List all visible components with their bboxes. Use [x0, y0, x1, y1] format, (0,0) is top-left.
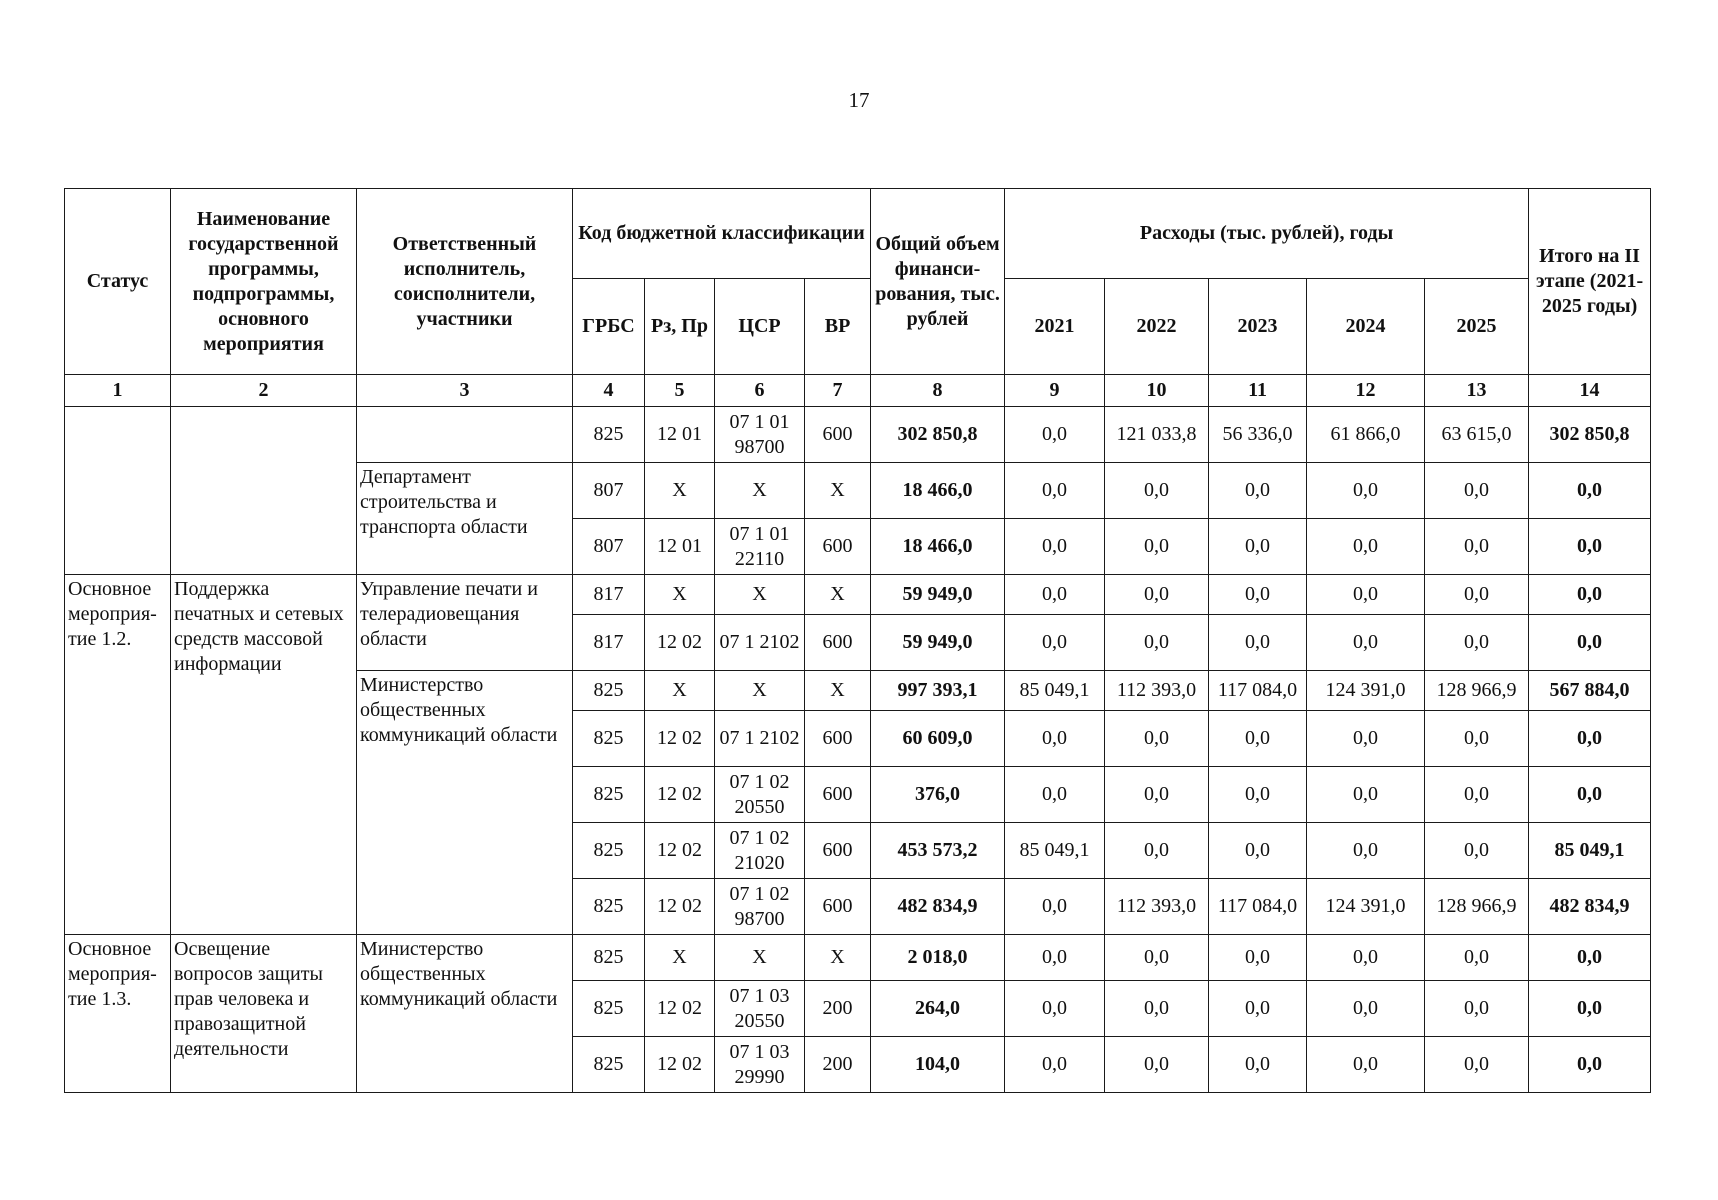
year-2023-cell: 56 336,0 [1209, 407, 1307, 463]
year-2021-cell: 0,0 [1005, 575, 1105, 615]
year-2021-cell: 0,0 [1005, 767, 1105, 823]
stage-total-cell: 0,0 [1529, 615, 1651, 671]
year-2021-cell: 0,0 [1005, 407, 1105, 463]
year-2022-cell: 121 033,8 [1105, 407, 1209, 463]
year-2024-cell: 124 391,0 [1307, 879, 1425, 935]
name-cell: Поддержка печатных и сетевых средств массовой информации [171, 575, 357, 935]
year-2022-cell: 0,0 [1105, 823, 1209, 879]
grbs-cell: 825 [573, 407, 645, 463]
rzpr-cell: X [645, 935, 715, 981]
stage-total-cell: 482 834,9 [1529, 879, 1651, 935]
vr-cell: X [805, 575, 871, 615]
year-2024-cell: 0,0 [1307, 981, 1425, 1037]
csr-cell: 07 1 2102 [715, 615, 805, 671]
status-cell: Основное мероприя-тие 1.2. [65, 575, 171, 935]
year-2021-cell: 0,0 [1005, 1037, 1105, 1093]
csr-cell: 07 1 02 98700 [715, 879, 805, 935]
csr-cell: X [715, 575, 805, 615]
year-2024-cell: 0,0 [1307, 823, 1425, 879]
header-year-2024: 2024 [1307, 279, 1425, 375]
vr-cell: 600 [805, 767, 871, 823]
total-cell: 376,0 [871, 767, 1005, 823]
header-grbs: ГРБС [573, 279, 645, 375]
year-2023-cell: 0,0 [1209, 463, 1307, 519]
csr-cell: 07 1 01 98700 [715, 407, 805, 463]
col-number: 13 [1425, 375, 1529, 407]
vr-cell: X [805, 935, 871, 981]
vr-cell: X [805, 671, 871, 711]
header-year-2023: 2023 [1209, 279, 1307, 375]
responsible-cell: Департамент строительства и транспорта области [357, 463, 573, 575]
year-2025-cell: 0,0 [1425, 711, 1529, 767]
col-number: 9 [1005, 375, 1105, 407]
header-budget-code: Код бюджетной классификации [573, 189, 871, 279]
grbs-cell: 817 [573, 575, 645, 615]
vr-cell: 600 [805, 879, 871, 935]
table-row [65, 575, 1651, 615]
header-responsible: Ответственный исполнитель, соисполнители, участники [357, 189, 573, 375]
grbs-cell: 807 [573, 463, 645, 519]
name-cell [171, 407, 357, 575]
stage-total-cell: 302 850,8 [1529, 407, 1651, 463]
total-cell: 104,0 [871, 1037, 1005, 1093]
stage-total-cell: 0,0 [1529, 711, 1651, 767]
csr-cell: 07 1 01 22110 [715, 519, 805, 575]
year-2025-cell: 0,0 [1425, 519, 1529, 575]
vr-cell: X [805, 463, 871, 519]
total-cell: 59 949,0 [871, 615, 1005, 671]
total-cell: 60 609,0 [871, 711, 1005, 767]
csr-cell: 07 1 02 20550 [715, 767, 805, 823]
year-2025-cell: 0,0 [1425, 463, 1529, 519]
year-2022-cell: 112 393,0 [1105, 879, 1209, 935]
year-2025-cell: 128 966,9 [1425, 671, 1529, 711]
year-2021-cell: 85 049,1 [1005, 671, 1105, 711]
year-2025-cell: 0,0 [1425, 615, 1529, 671]
rzpr-cell: 12 02 [645, 879, 715, 935]
year-2023-cell: 0,0 [1209, 711, 1307, 767]
responsible-cell: Министерство общественных коммуникаций области [357, 671, 573, 935]
grbs-cell: 825 [573, 981, 645, 1037]
year-2021-cell: 0,0 [1005, 615, 1105, 671]
year-2025-cell: 0,0 [1425, 981, 1529, 1037]
year-2024-cell: 0,0 [1307, 1037, 1425, 1093]
total-cell: 453 573,2 [871, 823, 1005, 879]
year-2021-cell: 0,0 [1005, 935, 1105, 981]
year-2023-cell: 0,0 [1209, 767, 1307, 823]
rzpr-cell: 12 02 [645, 981, 715, 1037]
year-2022-cell: 0,0 [1105, 615, 1209, 671]
col-number: 12 [1307, 375, 1425, 407]
status-cell: Основное мероприя-тие 1.3. [65, 935, 171, 1093]
col-number: 3 [357, 375, 573, 407]
year-2025-cell: 0,0 [1425, 575, 1529, 615]
stage-total-cell: 567 884,0 [1529, 671, 1651, 711]
year-2025-cell: 0,0 [1425, 767, 1529, 823]
budget-table [64, 188, 1651, 1093]
stage-total-cell: 0,0 [1529, 463, 1651, 519]
csr-cell: 07 1 03 29990 [715, 1037, 805, 1093]
header-stage-total: Итого на II этапе (2021-2025 годы) [1529, 189, 1651, 375]
total-cell: 18 466,0 [871, 463, 1005, 519]
year-2023-cell: 0,0 [1209, 575, 1307, 615]
year-2022-cell: 0,0 [1105, 767, 1209, 823]
year-2022-cell: 0,0 [1105, 711, 1209, 767]
grbs-cell: 825 [573, 823, 645, 879]
year-2024-cell: 61 866,0 [1307, 407, 1425, 463]
vr-cell: 200 [805, 981, 871, 1037]
responsible-cell: Министерство общественных коммуникаций области [357, 935, 573, 1093]
col-number: 11 [1209, 375, 1307, 407]
year-2021-cell: 0,0 [1005, 463, 1105, 519]
csr-cell: X [715, 935, 805, 981]
year-2024-cell: 0,0 [1307, 519, 1425, 575]
rzpr-cell: X [645, 671, 715, 711]
responsible-cell: Управление печати и телерадиовещания области [357, 575, 573, 671]
csr-cell: X [715, 671, 805, 711]
total-cell: 2 018,0 [871, 935, 1005, 981]
year-2024-cell: 0,0 [1307, 767, 1425, 823]
table-row [65, 935, 1651, 981]
year-2025-cell: 63 615,0 [1425, 407, 1529, 463]
total-cell: 302 850,8 [871, 407, 1005, 463]
header-year-2022: 2022 [1105, 279, 1209, 375]
rzpr-cell: 12 02 [645, 1037, 715, 1093]
year-2025-cell: 0,0 [1425, 1037, 1529, 1093]
year-2023-cell: 0,0 [1209, 615, 1307, 671]
header-vr: ВР [805, 279, 871, 375]
stage-total-cell: 0,0 [1529, 981, 1651, 1037]
status-cell [65, 407, 171, 575]
csr-cell: 07 1 2102 [715, 711, 805, 767]
rzpr-cell: X [645, 575, 715, 615]
rzpr-cell: 12 01 [645, 407, 715, 463]
col-number: 6 [715, 375, 805, 407]
grbs-cell: 825 [573, 767, 645, 823]
header-rzpr: Рз, Пр [645, 279, 715, 375]
stage-total-cell: 0,0 [1529, 767, 1651, 823]
vr-cell: 600 [805, 519, 871, 575]
col-number: 8 [871, 375, 1005, 407]
total-cell: 482 834,9 [871, 879, 1005, 935]
csr-cell: 07 1 02 21020 [715, 823, 805, 879]
rzpr-cell: 12 02 [645, 767, 715, 823]
grbs-cell: 807 [573, 519, 645, 575]
year-2021-cell: 0,0 [1005, 711, 1105, 767]
stage-total-cell: 0,0 [1529, 935, 1651, 981]
rzpr-cell: 12 02 [645, 615, 715, 671]
year-2023-cell: 0,0 [1209, 935, 1307, 981]
stage-total-cell: 0,0 [1529, 575, 1651, 615]
name-cell: Освещение вопросов защиты прав человека и правозащитной деятельности [171, 935, 357, 1093]
header-year-2021: 2021 [1005, 279, 1105, 375]
year-2024-cell: 0,0 [1307, 575, 1425, 615]
total-cell: 264,0 [871, 981, 1005, 1037]
header-expenses: Расходы (тыс. рублей), годы [1005, 189, 1529, 279]
year-2021-cell: 0,0 [1005, 879, 1105, 935]
stage-total-cell: 85 049,1 [1529, 823, 1651, 879]
col-number: 1 [65, 375, 171, 407]
year-2022-cell: 0,0 [1105, 1037, 1209, 1093]
vr-cell: 600 [805, 823, 871, 879]
year-2024-cell: 0,0 [1307, 463, 1425, 519]
grbs-cell: 825 [573, 671, 645, 711]
csr-cell: 07 1 03 20550 [715, 981, 805, 1037]
page-number: 17 [848, 88, 870, 112]
year-2021-cell: 0,0 [1005, 519, 1105, 575]
header-status: Статус [65, 189, 171, 375]
rzpr-cell: 12 02 [645, 711, 715, 767]
stage-total-cell: 0,0 [1529, 1037, 1651, 1093]
header-name: Наименование государственной программы, подпрограммы, основного мероприятия [171, 189, 357, 375]
year-2024-cell: 0,0 [1307, 935, 1425, 981]
grbs-cell: 825 [573, 935, 645, 981]
year-2023-cell: 0,0 [1209, 1037, 1307, 1093]
header-year-2025: 2025 [1425, 279, 1529, 375]
vr-cell: 600 [805, 615, 871, 671]
vr-cell: 600 [805, 407, 871, 463]
year-2023-cell: 117 084,0 [1209, 671, 1307, 711]
total-cell: 18 466,0 [871, 519, 1005, 575]
year-2021-cell: 85 049,1 [1005, 823, 1105, 879]
col-number: 14 [1529, 375, 1651, 407]
rzpr-cell: X [645, 463, 715, 519]
grbs-cell: 825 [573, 711, 645, 767]
year-2024-cell: 0,0 [1307, 711, 1425, 767]
col-number: 4 [573, 375, 645, 407]
year-2025-cell: 0,0 [1425, 935, 1529, 981]
header-csr: ЦСР [715, 279, 805, 375]
year-2022-cell: 112 393,0 [1105, 671, 1209, 711]
grbs-cell: 817 [573, 615, 645, 671]
total-cell: 997 393,1 [871, 671, 1005, 711]
csr-cell: X [715, 463, 805, 519]
col-number: 5 [645, 375, 715, 407]
rzpr-cell: 12 01 [645, 519, 715, 575]
year-2023-cell: 0,0 [1209, 823, 1307, 879]
table-row [65, 407, 1651, 463]
year-2023-cell: 117 084,0 [1209, 879, 1307, 935]
year-2023-cell: 0,0 [1209, 981, 1307, 1037]
year-2024-cell: 0,0 [1307, 615, 1425, 671]
vr-cell: 600 [805, 711, 871, 767]
header-total-volume: Общий объем финанси-рования, тыс. рублей [871, 189, 1005, 375]
col-number: 10 [1105, 375, 1209, 407]
year-2022-cell: 0,0 [1105, 575, 1209, 615]
year-2022-cell: 0,0 [1105, 463, 1209, 519]
year-2022-cell: 0,0 [1105, 519, 1209, 575]
year-2022-cell: 0,0 [1105, 935, 1209, 981]
stage-total-cell: 0,0 [1529, 519, 1651, 575]
year-2024-cell: 124 391,0 [1307, 671, 1425, 711]
col-number: 7 [805, 375, 871, 407]
year-2022-cell: 0,0 [1105, 981, 1209, 1037]
year-2025-cell: 128 966,9 [1425, 879, 1529, 935]
rzpr-cell: 12 02 [645, 823, 715, 879]
grbs-cell: 825 [573, 879, 645, 935]
responsible-cell [357, 407, 573, 463]
vr-cell: 200 [805, 1037, 871, 1093]
year-2023-cell: 0,0 [1209, 519, 1307, 575]
total-cell: 59 949,0 [871, 575, 1005, 615]
year-2025-cell: 0,0 [1425, 823, 1529, 879]
col-number: 2 [171, 375, 357, 407]
year-2021-cell: 0,0 [1005, 981, 1105, 1037]
grbs-cell: 825 [573, 1037, 645, 1093]
